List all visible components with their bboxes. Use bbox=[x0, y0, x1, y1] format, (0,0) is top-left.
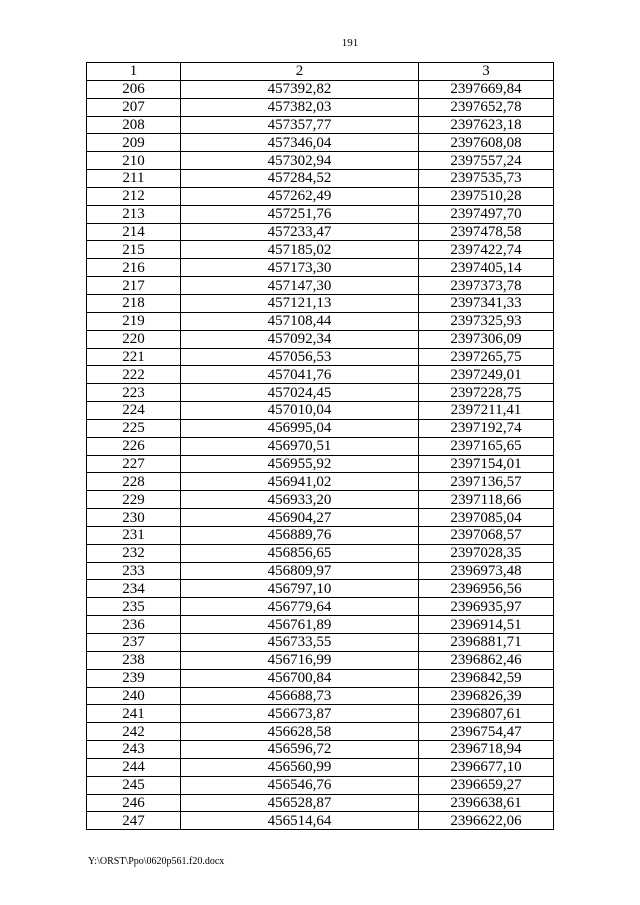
table-row bbox=[87, 509, 554, 527]
table-row bbox=[87, 758, 554, 776]
table-row bbox=[87, 152, 554, 170]
point-number-cell: 236 bbox=[87, 616, 181, 634]
y-coordinate-cell: 2396935,97 bbox=[419, 598, 554, 616]
x-coordinate-cell: 456970,51 bbox=[181, 437, 419, 455]
y-coordinate-cell: 2396862,46 bbox=[419, 651, 554, 669]
table-row bbox=[87, 187, 554, 205]
y-coordinate-cell: 2397085,04 bbox=[419, 509, 554, 527]
table-row bbox=[87, 384, 554, 402]
table-row bbox=[87, 455, 554, 473]
x-coordinate-cell: 457284,52 bbox=[181, 170, 419, 188]
point-number-cell: 230 bbox=[87, 509, 181, 527]
y-coordinate-cell: 2396842,59 bbox=[419, 669, 554, 687]
point-number-cell: 238 bbox=[87, 651, 181, 669]
point-number-cell: 209 bbox=[87, 134, 181, 152]
point-number-cell: 231 bbox=[87, 526, 181, 544]
y-coordinate-cell: 2397192,74 bbox=[419, 419, 554, 437]
table-row bbox=[87, 526, 554, 544]
point-number-cell: 208 bbox=[87, 116, 181, 134]
y-coordinate-cell: 2397373,78 bbox=[419, 277, 554, 295]
table-row bbox=[87, 616, 554, 634]
y-coordinate-cell: 2397325,93 bbox=[419, 312, 554, 330]
table-row bbox=[87, 669, 554, 687]
point-number-cell: 225 bbox=[87, 419, 181, 437]
table-row bbox=[87, 580, 554, 598]
y-coordinate-cell: 2396973,48 bbox=[419, 562, 554, 580]
table-row bbox=[87, 116, 554, 134]
y-coordinate-cell: 2397510,28 bbox=[419, 187, 554, 205]
point-number-cell: 226 bbox=[87, 437, 181, 455]
point-number-cell: 207 bbox=[87, 98, 181, 116]
table-row bbox=[87, 330, 554, 348]
point-number-cell: 215 bbox=[87, 241, 181, 259]
y-coordinate-cell: 2397118,66 bbox=[419, 491, 554, 509]
x-coordinate-cell: 456716,99 bbox=[181, 651, 419, 669]
y-coordinate-cell: 2396956,56 bbox=[419, 580, 554, 598]
x-coordinate-cell: 457357,77 bbox=[181, 116, 419, 134]
table-row bbox=[87, 98, 554, 116]
table-row bbox=[87, 241, 554, 259]
x-coordinate-cell: 456761,89 bbox=[181, 616, 419, 634]
x-coordinate-cell: 457302,94 bbox=[181, 152, 419, 170]
point-number-cell: 227 bbox=[87, 455, 181, 473]
y-coordinate-cell: 2397405,14 bbox=[419, 259, 554, 277]
point-number-cell: 206 bbox=[87, 80, 181, 98]
table-row bbox=[87, 687, 554, 705]
x-coordinate-cell: 457382,03 bbox=[181, 98, 419, 116]
point-number-cell: 218 bbox=[87, 294, 181, 312]
y-coordinate-cell: 2397265,75 bbox=[419, 348, 554, 366]
y-coordinate-cell: 2397154,01 bbox=[419, 455, 554, 473]
table-row bbox=[87, 473, 554, 491]
y-coordinate-cell: 2397228,75 bbox=[419, 384, 554, 402]
y-coordinate-cell: 2397136,57 bbox=[419, 473, 554, 491]
x-coordinate-cell: 456560,99 bbox=[181, 758, 419, 776]
point-number-cell: 217 bbox=[87, 277, 181, 295]
x-coordinate-cell: 457010,04 bbox=[181, 402, 419, 420]
table-row bbox=[87, 491, 554, 509]
point-number-cell: 242 bbox=[87, 723, 181, 741]
table-row bbox=[87, 651, 554, 669]
table-row bbox=[87, 80, 554, 98]
x-coordinate-cell: 457251,76 bbox=[181, 205, 419, 223]
table-row bbox=[87, 562, 554, 580]
table-body bbox=[87, 80, 554, 829]
table-row bbox=[87, 134, 554, 152]
y-coordinate-cell: 2397341,33 bbox=[419, 294, 554, 312]
point-number-cell: 243 bbox=[87, 741, 181, 759]
x-coordinate-cell: 456514,64 bbox=[181, 812, 419, 830]
table-row bbox=[87, 741, 554, 759]
table-row bbox=[87, 402, 554, 420]
x-coordinate-cell: 456528,87 bbox=[181, 794, 419, 812]
x-coordinate-cell: 456856,65 bbox=[181, 544, 419, 562]
point-number-cell: 232 bbox=[87, 544, 181, 562]
table-row bbox=[87, 294, 554, 312]
point-number-cell: 214 bbox=[87, 223, 181, 241]
y-coordinate-cell: 2397623,18 bbox=[419, 116, 554, 134]
column-header-1: 1 bbox=[87, 63, 181, 81]
x-coordinate-cell: 456809,97 bbox=[181, 562, 419, 580]
point-number-cell: 221 bbox=[87, 348, 181, 366]
y-coordinate-cell: 2396881,71 bbox=[419, 634, 554, 652]
x-coordinate-cell: 457173,30 bbox=[181, 259, 419, 277]
point-number-cell: 241 bbox=[87, 705, 181, 723]
x-coordinate-cell: 456941,02 bbox=[181, 473, 419, 491]
x-coordinate-cell: 456673,87 bbox=[181, 705, 419, 723]
table-row bbox=[87, 812, 554, 830]
x-coordinate-cell: 456933,20 bbox=[181, 491, 419, 509]
x-coordinate-cell: 456904,27 bbox=[181, 509, 419, 527]
coordinates-table bbox=[86, 62, 554, 830]
table-row bbox=[87, 277, 554, 295]
y-coordinate-cell: 2396622,06 bbox=[419, 812, 554, 830]
x-coordinate-cell: 456889,76 bbox=[181, 526, 419, 544]
y-coordinate-cell: 2397535,73 bbox=[419, 170, 554, 188]
table-row bbox=[87, 223, 554, 241]
y-coordinate-cell: 2396807,61 bbox=[419, 705, 554, 723]
x-coordinate-cell: 456546,76 bbox=[181, 776, 419, 794]
y-coordinate-cell: 2397422,74 bbox=[419, 241, 554, 259]
y-coordinate-cell: 2397068,57 bbox=[419, 526, 554, 544]
point-number-cell: 224 bbox=[87, 402, 181, 420]
point-number-cell: 216 bbox=[87, 259, 181, 277]
point-number-cell: 237 bbox=[87, 634, 181, 652]
x-coordinate-cell: 456797,10 bbox=[181, 580, 419, 598]
table-row bbox=[87, 794, 554, 812]
x-coordinate-cell: 456995,04 bbox=[181, 419, 419, 437]
x-coordinate-cell: 456688,73 bbox=[181, 687, 419, 705]
point-number-cell: 239 bbox=[87, 669, 181, 687]
y-coordinate-cell: 2397306,09 bbox=[419, 330, 554, 348]
table-row bbox=[87, 366, 554, 384]
table-row bbox=[87, 312, 554, 330]
table-row bbox=[87, 705, 554, 723]
column-header-2: 2 bbox=[181, 63, 419, 81]
x-coordinate-cell: 456733,55 bbox=[181, 634, 419, 652]
table-row bbox=[87, 544, 554, 562]
table-row bbox=[87, 419, 554, 437]
table-row bbox=[87, 723, 554, 741]
x-coordinate-cell: 457121,13 bbox=[181, 294, 419, 312]
point-number-cell: 229 bbox=[87, 491, 181, 509]
table-row bbox=[87, 634, 554, 652]
point-number-cell: 223 bbox=[87, 384, 181, 402]
y-coordinate-cell: 2396677,10 bbox=[419, 758, 554, 776]
x-coordinate-cell: 457392,82 bbox=[181, 80, 419, 98]
y-coordinate-cell: 2396659,27 bbox=[419, 776, 554, 794]
point-number-cell: 213 bbox=[87, 205, 181, 223]
table-row bbox=[87, 776, 554, 794]
point-number-cell: 244 bbox=[87, 758, 181, 776]
table-row bbox=[87, 259, 554, 277]
y-coordinate-cell: 2397028,35 bbox=[419, 544, 554, 562]
point-number-cell: 222 bbox=[87, 366, 181, 384]
x-coordinate-cell: 456779,64 bbox=[181, 598, 419, 616]
x-coordinate-cell: 457108,44 bbox=[181, 312, 419, 330]
y-coordinate-cell: 2397652,78 bbox=[419, 98, 554, 116]
point-number-cell: 211 bbox=[87, 170, 181, 188]
x-coordinate-cell: 457346,04 bbox=[181, 134, 419, 152]
table-row bbox=[87, 598, 554, 616]
y-coordinate-cell: 2397478,58 bbox=[419, 223, 554, 241]
x-coordinate-cell: 456955,92 bbox=[181, 455, 419, 473]
x-coordinate-cell: 456700,84 bbox=[181, 669, 419, 687]
y-coordinate-cell: 2396718,94 bbox=[419, 741, 554, 759]
x-coordinate-cell: 457092,34 bbox=[181, 330, 419, 348]
point-number-cell: 210 bbox=[87, 152, 181, 170]
header-row bbox=[87, 63, 554, 81]
table-row bbox=[87, 205, 554, 223]
y-coordinate-cell: 2396638,61 bbox=[419, 794, 554, 812]
y-coordinate-cell: 2397669,84 bbox=[419, 80, 554, 98]
point-number-cell: 233 bbox=[87, 562, 181, 580]
point-number-cell: 234 bbox=[87, 580, 181, 598]
table-header bbox=[87, 63, 554, 81]
x-coordinate-cell: 457147,30 bbox=[181, 277, 419, 295]
y-coordinate-cell: 2396754,47 bbox=[419, 723, 554, 741]
y-coordinate-cell: 2397557,24 bbox=[419, 152, 554, 170]
y-coordinate-cell: 2397249,01 bbox=[419, 366, 554, 384]
x-coordinate-cell: 456628,58 bbox=[181, 723, 419, 741]
point-number-cell: 245 bbox=[87, 776, 181, 794]
x-coordinate-cell: 457233,47 bbox=[181, 223, 419, 241]
y-coordinate-cell: 2396826,39 bbox=[419, 687, 554, 705]
point-number-cell: 220 bbox=[87, 330, 181, 348]
y-coordinate-cell: 2397165,65 bbox=[419, 437, 554, 455]
column-header-3: 3 bbox=[419, 63, 554, 81]
point-number-cell: 228 bbox=[87, 473, 181, 491]
point-number-cell: 212 bbox=[87, 187, 181, 205]
table-row bbox=[87, 348, 554, 366]
x-coordinate-cell: 457024,45 bbox=[181, 384, 419, 402]
y-coordinate-cell: 2397211,41 bbox=[419, 402, 554, 420]
x-coordinate-cell: 457041,76 bbox=[181, 366, 419, 384]
table-row bbox=[87, 170, 554, 188]
footer-file-path: Y:\ORST\Ppo\0620p561.f20.docx bbox=[88, 856, 225, 867]
point-number-cell: 247 bbox=[87, 812, 181, 830]
point-number-cell: 235 bbox=[87, 598, 181, 616]
point-number-cell: 240 bbox=[87, 687, 181, 705]
y-coordinate-cell: 2396914,51 bbox=[419, 616, 554, 634]
table-row bbox=[87, 437, 554, 455]
point-number-cell: 246 bbox=[87, 794, 181, 812]
y-coordinate-cell: 2397497,70 bbox=[419, 205, 554, 223]
x-coordinate-cell: 457262,49 bbox=[181, 187, 419, 205]
x-coordinate-cell: 457056,53 bbox=[181, 348, 419, 366]
y-coordinate-cell: 2397608,08 bbox=[419, 134, 554, 152]
x-coordinate-cell: 456596,72 bbox=[181, 741, 419, 759]
point-number-cell: 219 bbox=[87, 312, 181, 330]
page-number: 191 bbox=[341, 37, 359, 49]
x-coordinate-cell: 457185,02 bbox=[181, 241, 419, 259]
